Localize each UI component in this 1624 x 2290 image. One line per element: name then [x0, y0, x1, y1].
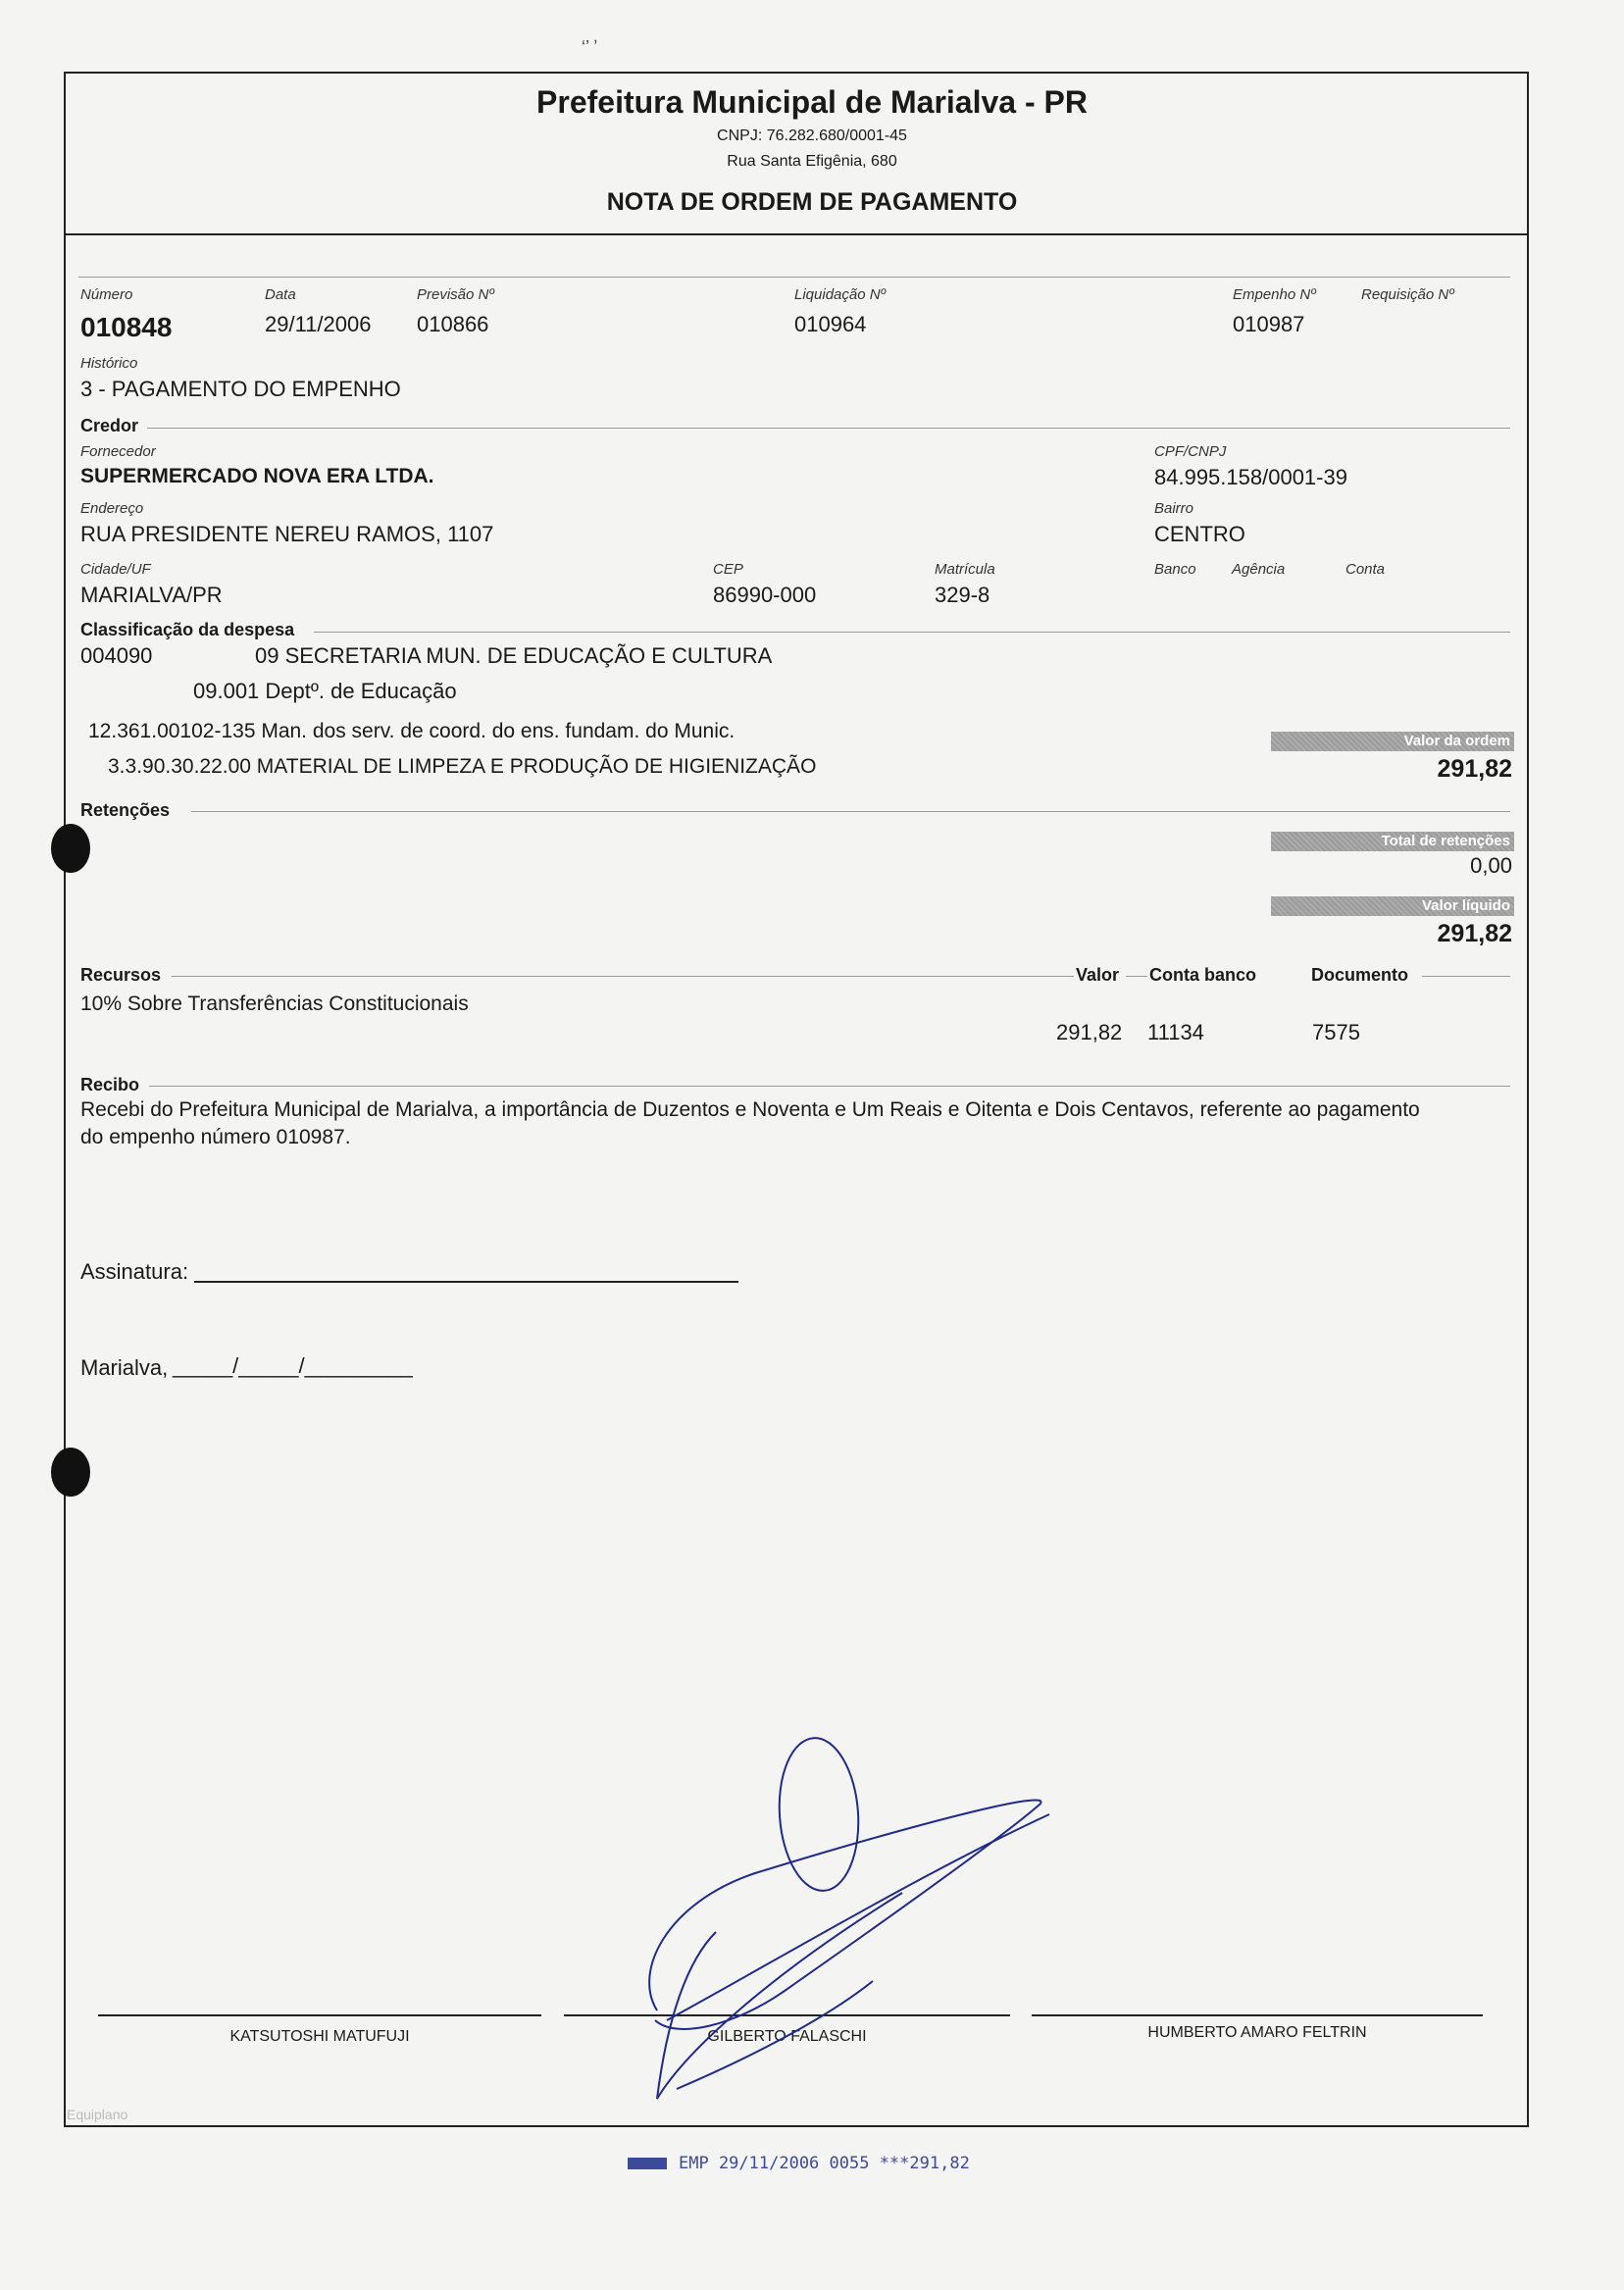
empenho-label: Empenho Nº	[1233, 286, 1316, 303]
numero-value: 010848	[80, 312, 173, 342]
recibo-rule	[149, 1086, 1510, 1087]
stamp-text: EMP 29/11/2006 0055 ***291,82	[679, 2154, 970, 2173]
cep-value: 86990-000	[713, 583, 817, 607]
numero-label: Número	[80, 286, 133, 303]
bairro-label: Bairro	[1154, 500, 1194, 517]
data-value: 29/11/2006	[265, 312, 372, 336]
historico-label: Histórico	[80, 355, 138, 372]
assinatura-line	[194, 1281, 738, 1283]
endereco-label: Endereço	[80, 500, 144, 517]
classificacao-section: Classificação da despesa	[80, 620, 295, 639]
requisicao-label: Requisição Nº	[1361, 286, 1454, 303]
valor-liquido-label: Valor líquido	[1271, 896, 1514, 916]
valor-ordem-value: 291,82	[1437, 755, 1512, 783]
assinatura-label: Assinatura:	[80, 1259, 189, 1284]
handwritten-signature	[628, 1726, 1079, 2118]
programa-text: 12.361.00102-135 Man. dos serv. de coord. do ens. fundam. do Munic.	[88, 720, 736, 742]
cep-label: CEP	[713, 561, 743, 578]
conta-label: Conta	[1345, 561, 1386, 578]
recursos-rule	[172, 976, 1074, 977]
recursos-descricao: 10% Sobre Transferências Constitucionais	[80, 992, 469, 1015]
recursos-right-rule	[1422, 976, 1510, 977]
scan-marks: ‘’ ʼ	[582, 37, 598, 57]
recursos-conta-label: Conta banco	[1149, 965, 1257, 985]
banco-label: Banco	[1154, 561, 1196, 578]
ids-top-rule	[78, 277, 1510, 278]
recibo-section: Recibo	[80, 1075, 140, 1094]
retencoes-section: Retenções	[80, 800, 171, 820]
address-text: Rua Santa Efigênia, 680	[727, 153, 897, 170]
recibo-line-2: do empenho número 010987.	[80, 1126, 351, 1148]
scan-hole-top	[51, 824, 90, 873]
fornecedor-value: SUPERMERCADO NOVA ERA LTDA.	[80, 465, 434, 487]
signer-3: HUMBERTO AMARO FELTRIN	[1147, 2024, 1367, 2041]
empenho-value: 010987	[1233, 312, 1305, 336]
document-title: NOTA DE ORDEM DE PAGAMENTO	[606, 188, 1018, 216]
credor-section: Credor	[80, 416, 139, 435]
data-label: Data	[265, 286, 296, 303]
recursos-valor-label: Valor	[1076, 965, 1120, 985]
bairro-value: CENTRO	[1154, 522, 1245, 546]
total-retencoes-label: Total de retenções	[1271, 832, 1514, 851]
historico-value: 3 - PAGAMENTO DO EMPENHO	[80, 377, 401, 401]
recursos-section: Recursos	[80, 965, 162, 985]
cpf-value: 84.995.158/0001-39	[1154, 465, 1347, 489]
endereco-value: RUA PRESIDENTE NEREU RAMOS, 1107	[80, 522, 494, 546]
retencoes-rule	[191, 811, 1510, 812]
recursos-documento-label: Documento	[1311, 965, 1408, 985]
page-title: Prefeitura Municipal de Marialva - PR	[536, 84, 1088, 120]
matricula-value: 329-8	[935, 583, 990, 607]
header-divider	[65, 233, 1528, 235]
departamento-text: 09.001 Deptº. de Educação	[193, 679, 457, 703]
recibo-line-1: Recebi do Prefeitura Municipal de Marialva, a importância de Duzentos e Noventa e Um Reais e Oitenta e Dois Centavos, referente ao pagamento	[80, 1098, 1420, 1121]
credor-rule	[147, 428, 1510, 429]
recursos-documento: 7575	[1312, 1020, 1360, 1044]
recursos-valor: 291,82	[1056, 1020, 1123, 1044]
classificacao-rule	[314, 632, 1510, 633]
recursos-mid-rule	[1126, 976, 1147, 977]
local-label: Marialva,	[80, 1355, 169, 1380]
equiplano-logo: Equiplano	[67, 2107, 128, 2122]
cnpj-text: CNPJ: 76.282.680/0001-45	[717, 127, 907, 144]
agencia-label: Agência	[1232, 561, 1286, 578]
recursos-conta: 11134	[1147, 1020, 1204, 1044]
previsao-label: Previsão Nº	[417, 286, 494, 303]
payment-stamp	[628, 2154, 970, 2173]
signature-line-1	[98, 2014, 541, 2016]
valor-ordem-label: Valor da ordem	[1271, 732, 1514, 751]
cidade-label: Cidade/UF	[80, 561, 151, 578]
secretaria-text: 09 SECRETARIA MUN. DE EDUCAÇÃO E CULTURA	[255, 643, 773, 668]
stamp-mark-icon	[628, 2158, 667, 2169]
elemento-text: 3.3.90.30.22.00 MATERIAL DE LIMPEZA E PRODUÇÃO DE HIGIENIZAÇÃO	[108, 755, 817, 778]
scan-hole-bottom	[51, 1448, 90, 1497]
total-retencoes-value: 0,00	[1470, 853, 1512, 878]
signer-1: KATSUTOSHI MATUFUJI	[229, 2028, 410, 2045]
classificacao-code: 004090	[80, 643, 153, 668]
signature-line-3	[1032, 2014, 1483, 2016]
cidade-value: MARIALVA/PR	[80, 583, 223, 607]
liquidacao-label: Liquidação Nº	[794, 286, 887, 303]
valor-liquido-value: 291,82	[1437, 920, 1512, 947]
previsao-value: 010866	[417, 312, 489, 336]
liquidacao-value: 010964	[794, 312, 867, 336]
cpf-label: CPF/CNPJ	[1154, 443, 1227, 460]
date-blank: _____/_____/_________	[173, 1353, 413, 1378]
matricula-label: Matrícula	[935, 561, 995, 578]
fornecedor-label: Fornecedor	[80, 443, 156, 460]
signer-2: GILBERTO FALASCHI	[707, 2028, 867, 2045]
